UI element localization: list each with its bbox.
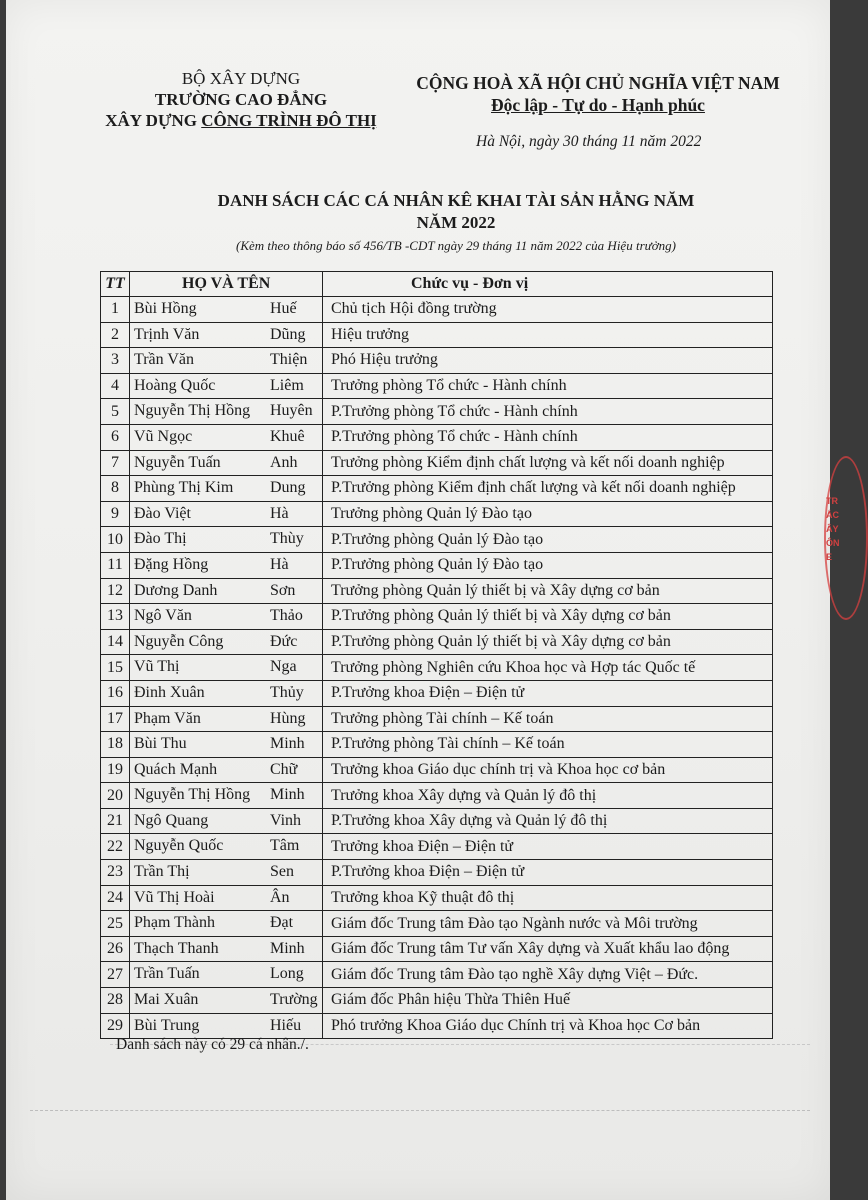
ministry-header	[76, 68, 406, 131]
table-row	[101, 680, 773, 706]
person-name	[130, 501, 323, 527]
person-position: P.Trưởng khoa Điện – Điện tử	[323, 680, 773, 706]
person-surname: Quách Mạnh	[134, 760, 218, 778]
header-name: HỌ VÀ TÊN	[130, 272, 323, 297]
person-name	[130, 373, 323, 399]
person-surname: Trần Tuấn	[134, 965, 200, 983]
person-name	[130, 680, 323, 706]
person-given-name: Huyên	[270, 402, 313, 420]
person-name	[130, 322, 323, 348]
person-surname: Phùng Thị Kim	[134, 479, 234, 497]
person-name	[130, 348, 323, 374]
person-given-name: Trường	[270, 991, 318, 1009]
national-motto: Độc lập - Tự do - Hạnh phúc	[491, 95, 705, 115]
person-given-name: Minh	[270, 735, 305, 753]
row-number: 13	[101, 604, 130, 630]
row-number: 25	[101, 911, 130, 937]
row-number: 24	[101, 885, 130, 911]
person-given-name: Huế	[270, 300, 297, 317]
person-given-name: Chữ	[270, 760, 298, 778]
person-given-name: Thiện	[270, 351, 308, 369]
person-position: Trưởng khoa Xây dựng và Quản lý đô thị	[323, 783, 773, 809]
person-name	[130, 936, 323, 962]
row-number: 12	[101, 578, 130, 604]
table-row	[101, 860, 773, 886]
person-position: Trưởng khoa Giáo dục chính trị và Khoa học cơ bản	[323, 757, 773, 783]
person-position: P.Trưởng phòng Kiểm định chất lượng và kết nối doanh nghiệp	[323, 476, 773, 502]
person-given-name: Dũng	[270, 325, 306, 343]
person-position: Giám đốc Trung tâm Đào tạo Ngành nước và Môi trường	[323, 911, 773, 937]
row-number: 21	[101, 808, 130, 834]
person-surname: Dương Danh	[134, 581, 218, 599]
national-header	[398, 72, 798, 116]
person-surname: Đinh Xuân	[134, 683, 205, 701]
row-number: 29	[101, 1013, 130, 1039]
person-surname: Nguyễn Thị Hồng	[134, 786, 251, 804]
table-header-row	[101, 272, 773, 297]
person-position: Trưởng phòng Quản lý Đào tạo	[323, 501, 773, 527]
person-position: P.Trưởng phòng Tài chính – Kế toán	[323, 732, 773, 758]
person-position: Chủ tịch Hội đồng trường	[323, 297, 773, 323]
person-position: P.Trưởng khoa Điện – Điện tử	[323, 860, 773, 886]
person-name	[130, 655, 323, 681]
document-title: DANH SÁCH CÁC CÁ NHÂN KÊ KHAI TÀI SẢN HẰNG NĂM NĂM 2022	[217, 191, 695, 232]
table-row	[101, 988, 773, 1014]
school-name-line1: TRƯỜNG CAO ĐẲNG	[154, 90, 328, 109]
person-given-name: Nga	[270, 658, 297, 676]
row-number: 7	[101, 450, 130, 476]
row-number: 28	[101, 988, 130, 1014]
table-row	[101, 424, 773, 450]
row-number: 1	[101, 297, 130, 323]
row-number: 26	[101, 936, 130, 962]
person-surname: Nguyễn Công	[134, 632, 224, 650]
row-number: 2	[101, 322, 130, 348]
person-name	[130, 629, 323, 655]
table-row	[101, 552, 773, 578]
person-position: P.Trưởng phòng Tổ chức - Hành chính	[323, 424, 773, 450]
document-date: Hà Nội, ngày 30 tháng 11 năm 2022	[476, 133, 702, 150]
person-name	[130, 988, 323, 1014]
table-row	[101, 629, 773, 655]
person-name	[130, 962, 323, 988]
document-page	[6, 0, 840, 1200]
person-given-name: Vinh	[270, 811, 302, 829]
row-number: 6	[101, 424, 130, 450]
person-surname: Ngô Văn	[134, 607, 192, 625]
person-name	[130, 297, 323, 323]
person-surname: Thạch Thanh	[134, 939, 219, 957]
row-number: 14	[101, 629, 130, 655]
table-row	[101, 885, 773, 911]
person-position: Trưởng phòng Nghiên cứu Khoa học và Hợp tác Quốc tế	[323, 655, 773, 681]
person-given-name: Hà	[270, 504, 289, 522]
row-number: 10	[101, 527, 130, 553]
table-row	[101, 732, 773, 758]
person-name	[130, 552, 323, 578]
row-number: 27	[101, 962, 130, 988]
table-row	[101, 911, 773, 937]
person-surname: Nguyễn Tuấn	[134, 453, 221, 471]
person-surname: Đào Thị	[134, 530, 187, 548]
person-given-name: Sen	[270, 863, 294, 881]
row-number: 22	[101, 834, 130, 860]
person-given-name: Thủy	[270, 683, 304, 701]
person-given-name: Khuê	[270, 427, 305, 445]
person-given-name: Thùy	[270, 530, 304, 548]
row-number: 17	[101, 706, 130, 732]
document-subtitle: (Kèm theo thông báo số 456/TB -CDT ngày 29 tháng 11 năm 2022 của Hiệu trưởng)	[235, 238, 676, 253]
person-surname: Hoàng Quốc	[134, 376, 216, 394]
person-position: P.Trưởng phòng Quản lý thiết bị và Xây dựng cơ bản	[323, 629, 773, 655]
person-position: P.Trưởng phòng Quản lý Đào tạo	[323, 527, 773, 553]
person-name	[130, 527, 323, 553]
person-given-name: Anh	[270, 453, 298, 471]
person-given-name: Đạt	[270, 914, 294, 932]
personnel-table	[100, 271, 773, 1039]
person-position: Trưởng phòng Quản lý thiết bị và Xây dựng cơ bản	[323, 578, 773, 604]
table-row	[101, 783, 773, 809]
person-position: P.Trưởng phòng Tổ chức - Hành chính	[323, 399, 773, 425]
person-given-name: Minh	[270, 939, 305, 957]
table-row	[101, 322, 773, 348]
person-name	[130, 476, 323, 502]
school-name-line2: XÂY DỰNG CÔNG TRÌNH ĐÔ THỊ	[105, 111, 377, 130]
table-row	[101, 962, 773, 988]
row-number: 3	[101, 348, 130, 374]
person-given-name: Thảo	[270, 607, 303, 625]
table-row	[101, 808, 773, 834]
row-number: 20	[101, 783, 130, 809]
row-number: 16	[101, 680, 130, 706]
person-surname: Phạm Thành	[134, 914, 216, 932]
table-row	[101, 706, 773, 732]
row-number: 15	[101, 655, 130, 681]
person-surname: Trần Thị	[134, 863, 190, 881]
row-number: 9	[101, 501, 130, 527]
person-surname: Trần Văn	[134, 351, 195, 369]
person-name	[130, 834, 323, 860]
person-surname: Bùi Trung	[134, 1016, 200, 1034]
table-row	[101, 834, 773, 860]
ministry-name: BỘ XÂY DỰNG	[181, 69, 301, 88]
person-position: Giám đốc Phân hiệu Thừa Thiên Huế	[323, 988, 773, 1014]
person-position: Trưởng phòng Tổ chức - Hành chính	[323, 373, 773, 399]
person-name	[130, 578, 323, 604]
table-row	[101, 936, 773, 962]
person-name	[130, 450, 323, 476]
person-surname: Ngô Quang	[134, 811, 209, 829]
red-stamp-edge: TR ẮC ÂY ÔN E	[818, 456, 842, 616]
row-number: 19	[101, 757, 130, 783]
person-surname: Bùi Thu	[134, 735, 187, 753]
person-position: P.Trưởng phòng Quản lý thiết bị và Xây dựng cơ bản	[323, 604, 773, 630]
header-position: Chức vụ - Đơn vị	[323, 272, 773, 297]
person-surname: Trịnh Văn	[134, 325, 200, 343]
table-row	[101, 604, 773, 630]
person-name	[130, 808, 323, 834]
person-given-name: Dung	[270, 479, 306, 497]
row-number: 8	[101, 476, 130, 502]
row-number: 11	[101, 552, 130, 578]
table-row	[101, 501, 773, 527]
person-name	[130, 1013, 323, 1039]
table-row	[101, 348, 773, 374]
person-name	[130, 706, 323, 732]
person-surname: Phạm Văn	[134, 709, 201, 727]
person-given-name: Minh	[270, 786, 305, 804]
row-number: 5	[101, 399, 130, 425]
person-surname: Đào Việt	[134, 504, 191, 522]
person-given-name: Tâm	[270, 837, 300, 855]
person-name	[130, 783, 323, 809]
person-surname: Nguyễn Quốc	[134, 837, 224, 855]
person-name	[130, 860, 323, 886]
person-position: Phó Hiệu trưởng	[323, 348, 773, 374]
person-given-name: Sơn	[270, 581, 296, 599]
person-name	[130, 604, 323, 630]
person-position: P.Trưởng khoa Xây dựng và Quản lý đô thị	[323, 808, 773, 834]
table-row	[101, 578, 773, 604]
person-name	[130, 757, 323, 783]
person-surname: Bùi Hồng	[134, 300, 197, 317]
divider-line	[30, 1110, 810, 1111]
table-row	[101, 1013, 773, 1039]
person-surname: Mai Xuân	[134, 991, 199, 1009]
person-given-name: Đức	[270, 632, 298, 650]
person-given-name: Long	[270, 965, 304, 983]
person-position: Giám đốc Trung tâm Tư vấn Xây dựng và Xuất khẩu lao động	[323, 936, 773, 962]
row-number: 23	[101, 860, 130, 886]
table-row	[101, 399, 773, 425]
person-position: Trưởng khoa Điện – Điện tử	[323, 834, 773, 860]
person-surname: Vũ Thị Hoài	[134, 888, 215, 906]
person-position: Hiệu trưởng	[323, 322, 773, 348]
table-row	[101, 297, 773, 323]
national-name: CỘNG HOÀ XÃ HỘI CHỦ NGHĨA VIỆT NAM	[416, 73, 780, 93]
person-given-name: Hà	[270, 555, 289, 573]
person-surname: Vũ Thị	[134, 658, 180, 676]
row-number: 4	[101, 373, 130, 399]
footer-note: Danh sách này có 29 cá nhân./.	[116, 1036, 309, 1053]
header-tt: TT	[101, 272, 130, 297]
person-surname: Nguyễn Thị Hồng	[134, 402, 251, 420]
table-row	[101, 757, 773, 783]
person-name	[130, 424, 323, 450]
person-position: Trưởng phòng Tài chính – Kế toán	[323, 706, 773, 732]
person-name	[130, 885, 323, 911]
person-position: Phó trưởng Khoa Giáo dục Chính trị và Khoa học Cơ bản	[323, 1013, 773, 1039]
table-row	[101, 450, 773, 476]
person-given-name: Hùng	[270, 709, 306, 727]
person-position: Giám đốc Trung tâm Đào tạo nghề Xây dựng Việt – Đức.	[323, 962, 773, 988]
person-name	[130, 732, 323, 758]
person-name	[130, 911, 323, 937]
row-number: 18	[101, 732, 130, 758]
table-row	[101, 373, 773, 399]
person-name	[130, 399, 323, 425]
person-surname: Đặng Hồng	[134, 555, 209, 573]
person-position: Trưởng phòng Kiểm định chất lượng và kết nối doanh nghiệp	[323, 450, 773, 476]
person-given-name: Hiếu	[270, 1016, 302, 1034]
table-row	[101, 655, 773, 681]
person-position: P.Trưởng phòng Quản lý Đào tạo	[323, 552, 773, 578]
table-row	[101, 527, 773, 553]
person-given-name: Liêm	[270, 376, 304, 394]
table-row	[101, 476, 773, 502]
person-position: Trưởng khoa Kỹ thuật đô thị	[323, 885, 773, 911]
person-surname: Vũ Ngọc	[134, 427, 193, 445]
person-given-name: Ân	[270, 888, 290, 906]
